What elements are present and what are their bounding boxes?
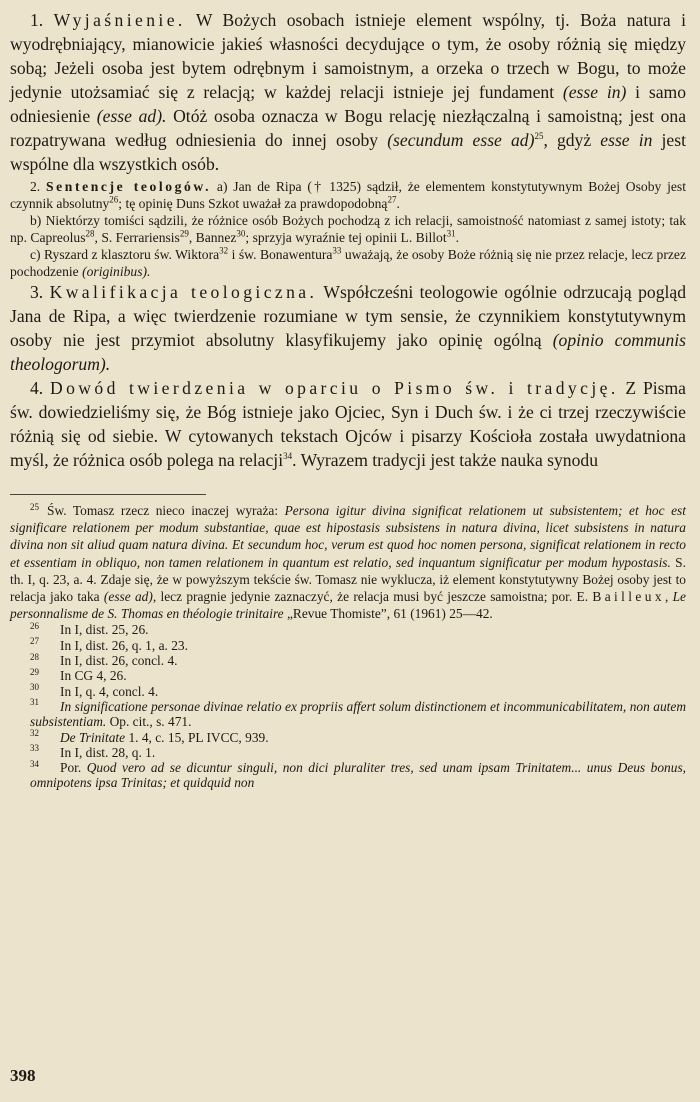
footnote-italic: (esse ad) bbox=[103, 589, 153, 605]
footnote-text: 1. 4, c. 15, PL IVCC, 939. bbox=[125, 729, 269, 745]
footnote-text: In CG 4, 26. bbox=[60, 668, 127, 684]
footnote-27: 27 In I, dist. 26, q. 1, a. 23. bbox=[30, 636, 188, 653]
section-4-text: . Wyrazem tradycji jest także nauka synodu bbox=[292, 450, 598, 470]
footnote-text: Op. cit., s. 471. bbox=[106, 714, 192, 730]
section-3-text: Współcześni teologowie ogólnie odrzucają pogląd Jana de Ripa, a więc twierdzenie rozumiane w tym sensie, że czynnikiem konstytutywnym osoby nie jest przymiot absolutny klasyfikujemy jako opinię ogólną bbox=[10, 282, 687, 350]
section-1-text: jest wspólne dla wszystkich osób. bbox=[10, 130, 686, 174]
footnote-text: , bbox=[664, 589, 673, 605]
footnote-text: In I, dist. 28, q. 1. bbox=[60, 744, 156, 760]
footnotes bbox=[10, 502, 686, 791]
footnote-text: S. th. I, q. 23, a. 4. Zdaje się, że w powyższym tekście św. Tomasz nie wyklucza, iż element konstytutywny Bożej osoby jest to relacja jako taka bbox=[10, 554, 686, 605]
section-4-paragraph bbox=[10, 376, 686, 472]
footnote-divider bbox=[10, 494, 206, 495]
section-1-italic: esse in bbox=[600, 130, 653, 150]
footnote-ref: 27 bbox=[387, 194, 397, 205]
section-1-number: 1. bbox=[30, 10, 44, 30]
footnote-ref: 32 bbox=[219, 245, 229, 256]
footnote-text: In I, dist. 26, concl. 4. bbox=[60, 653, 178, 669]
section-2-text: a) Jan de Ripa († 1325) sądził, że elementem konstytutywnym Bożej Osoby jest czynnik absolutny bbox=[10, 179, 686, 211]
footnote-ref: 25 bbox=[534, 131, 544, 142]
footnote-ref: 26 bbox=[109, 194, 119, 205]
footnote-text: , lecz pragnie jedynie zaznaczyć, że relacja musi być jeszcze samoistna; por. E. bbox=[152, 589, 593, 605]
section-2-text: c) Ryszard z klasztoru św. Wiktora bbox=[30, 247, 220, 262]
footnote-32: 32 De Trinitate 1. 4, c. 15, PL IVCC, 939. bbox=[30, 728, 269, 745]
footnote-text: In I, dist. 25, 26. bbox=[60, 622, 149, 638]
footnote-number: 25 bbox=[30, 501, 39, 512]
section-2-text: i św. Bonawentura bbox=[228, 247, 333, 262]
section-3-heading: Kwalifikacja teologiczna. bbox=[49, 282, 318, 302]
footnote-34: 34 Por. Quod vero ad se dicuntur singuli, non dici pluraliter tres, sed unam ipsam Trinitatem... unus Deus bonus, omnipotens ipsa Trinitas; et quidquid non bbox=[30, 758, 686, 791]
section-2-text: . bbox=[396, 196, 400, 211]
main-text-2 bbox=[10, 280, 686, 472]
footnote-ref: 31 bbox=[446, 228, 456, 239]
footnote-author: Bailleux bbox=[592, 589, 665, 605]
section-2-text: ; sprzyja wyraźnie tej opinii L. Billot bbox=[245, 230, 447, 245]
footnote-italic: Quod vero ad se dicuntur singuli, non dici pluraliter tres, sed unam ipsam Trinitatem... unus Deus bonus, omnipotens ipsa Trinitas; et quidquid non bbox=[30, 760, 686, 791]
section-2-italic: (originibus). bbox=[82, 264, 151, 279]
footnote-italic: De Trinitate bbox=[60, 729, 126, 745]
section-1-heading: Wyjaśnienie. bbox=[53, 10, 186, 30]
footnote-ref: 30 bbox=[236, 228, 246, 239]
section-2-number: 2. bbox=[30, 179, 41, 194]
section-3-number: 3. bbox=[30, 282, 44, 302]
footnote-italic: In significatione personae divinae relatio ex propriis affert solum distinctionem et incommunicabilitatem, non autem subsistentiam. bbox=[30, 698, 686, 730]
section-2-text: uważają, że osoby Boże różnią się nie przez relacje, lecz przez pochodzenie bbox=[10, 247, 686, 279]
section-2-block bbox=[10, 178, 686, 280]
section-3-italic: (opinio communis theologorum). bbox=[10, 330, 686, 374]
footnote-italic: Persona igitur divina significat relationem ut subsistentem; et hoc est significare relationem per modum substantiae, quae est hipostasis subsistens in natura divina, licet subsistens in natura divina non sit aliud quam natura divina. Et secundum hoc, verum est quod hoc nomen persona, significat relationem in recto et essentiam in obliquo, non tamen relationem in quantum est relatio, sed inquantum significatur per modum hypostasis. bbox=[10, 503, 686, 570]
footnote-26: 26 In I, dist. 25, 26. bbox=[30, 620, 149, 638]
footnote-25 bbox=[10, 502, 686, 622]
footnote-ref: 28 bbox=[85, 228, 95, 239]
section-1-italic: (esse ad). bbox=[96, 106, 167, 126]
footnote-29: 29 In CG 4, 26. bbox=[30, 666, 127, 684]
section-2-paragraph-a bbox=[10, 178, 686, 212]
footnote-30: 30 In I, q. 4, concl. 4. bbox=[30, 682, 159, 699]
section-1-paragraph bbox=[10, 8, 686, 176]
footnote-31: 31 In significatione personae divinae relatio ex propriis affert solum distinctionem et incommunicabilitatem, non autem subsistentiam. Op. cit., s. 471. bbox=[30, 697, 686, 730]
section-2-text: ; tę opinię Duns Szkot uważał za prawdopodobną bbox=[118, 196, 388, 211]
section-1-italic: (esse in) bbox=[562, 82, 627, 102]
section-4-number: 4. bbox=[30, 378, 44, 398]
page-number: 398 bbox=[10, 1066, 36, 1085]
footnote-ref: 34 bbox=[283, 451, 293, 462]
footnote-ref: 33 bbox=[332, 245, 342, 256]
footnote-33: 33 In I, dist. 28, q. 1. bbox=[30, 743, 156, 760]
section-1-text: , gdyż bbox=[543, 130, 601, 150]
footnote-text: Św. Tomasz rzecz nieco inaczej wyraża: bbox=[47, 503, 285, 518]
section-2-text: , Bannez bbox=[188, 230, 237, 245]
footnote-italic: Le personnalisme de S. Thomas en théologie trinitaire bbox=[10, 589, 686, 622]
section-1-text: W Bożych osobach istnieje element wspólny, tj. Boża natura i wyodrębniający, mianowicie jakieś własności decydujące o tym, że osoby różnią się między sobą; Jeżeli osoba jest bytem odrębnym i samoistnym, a orzeka o trzech w Bogu, to może jedynie utożsamiać się z relacją; w każdej relacji istnieje jej fundament bbox=[10, 10, 686, 102]
section-1-italic: (secundum esse ad) bbox=[387, 130, 535, 150]
footnote-text: „Revue Thomiste”, 61 (1961) 25—42. bbox=[283, 606, 493, 622]
footnote-text: In I, q. 4, concl. 4. bbox=[60, 683, 159, 699]
footnote-text: In I, dist. 26, q. 1, a. 23. bbox=[60, 637, 188, 653]
section-4-heading: Dowód twierdzenia w oparciu o Pismo św. i tradycję. bbox=[50, 378, 619, 398]
main-text bbox=[10, 8, 686, 176]
section-2-text: , S. Ferrariensis bbox=[94, 230, 180, 245]
section-3-paragraph bbox=[10, 280, 686, 376]
section-2-paragraph-b bbox=[10, 212, 686, 246]
footnote-text: Por. bbox=[60, 760, 87, 776]
section-2-heading: Sentencje teologów. bbox=[46, 179, 212, 194]
footnote-list bbox=[10, 622, 686, 790]
footnote-28: 28 In I, dist. 26, concl. 4. bbox=[30, 651, 178, 669]
section-1-text: i samo odniesienie bbox=[10, 82, 686, 126]
section-1-text: Otóż osoba oznacza w Bogu relację niezłączalną i samoistną; jest ona rozpatrywana według odniesienia do innej osoby bbox=[10, 106, 687, 150]
section-2-text: b) Niektórzy tomiści sądzili, że różnice osób Bożych pochodzą z ich relacji, samoistność natomiast z samej istoty; tak np. Capreolus bbox=[10, 213, 686, 245]
footnote-ref: 29 bbox=[179, 228, 189, 239]
section-2-text: . bbox=[455, 230, 460, 245]
section-2-paragraph-c bbox=[10, 246, 686, 280]
section-4-text: Z Pisma św. dowiedzieliśmy się, że Bóg istnieje jako Ojciec, Syn i Duch św. i że ci trzej rzeczywiście różnią się od siebie. W cytowanych tekstach Ojców i pisarzy Kościoła została uwydatniona myśl, że różnica osób polega na relacji bbox=[10, 378, 686, 470]
